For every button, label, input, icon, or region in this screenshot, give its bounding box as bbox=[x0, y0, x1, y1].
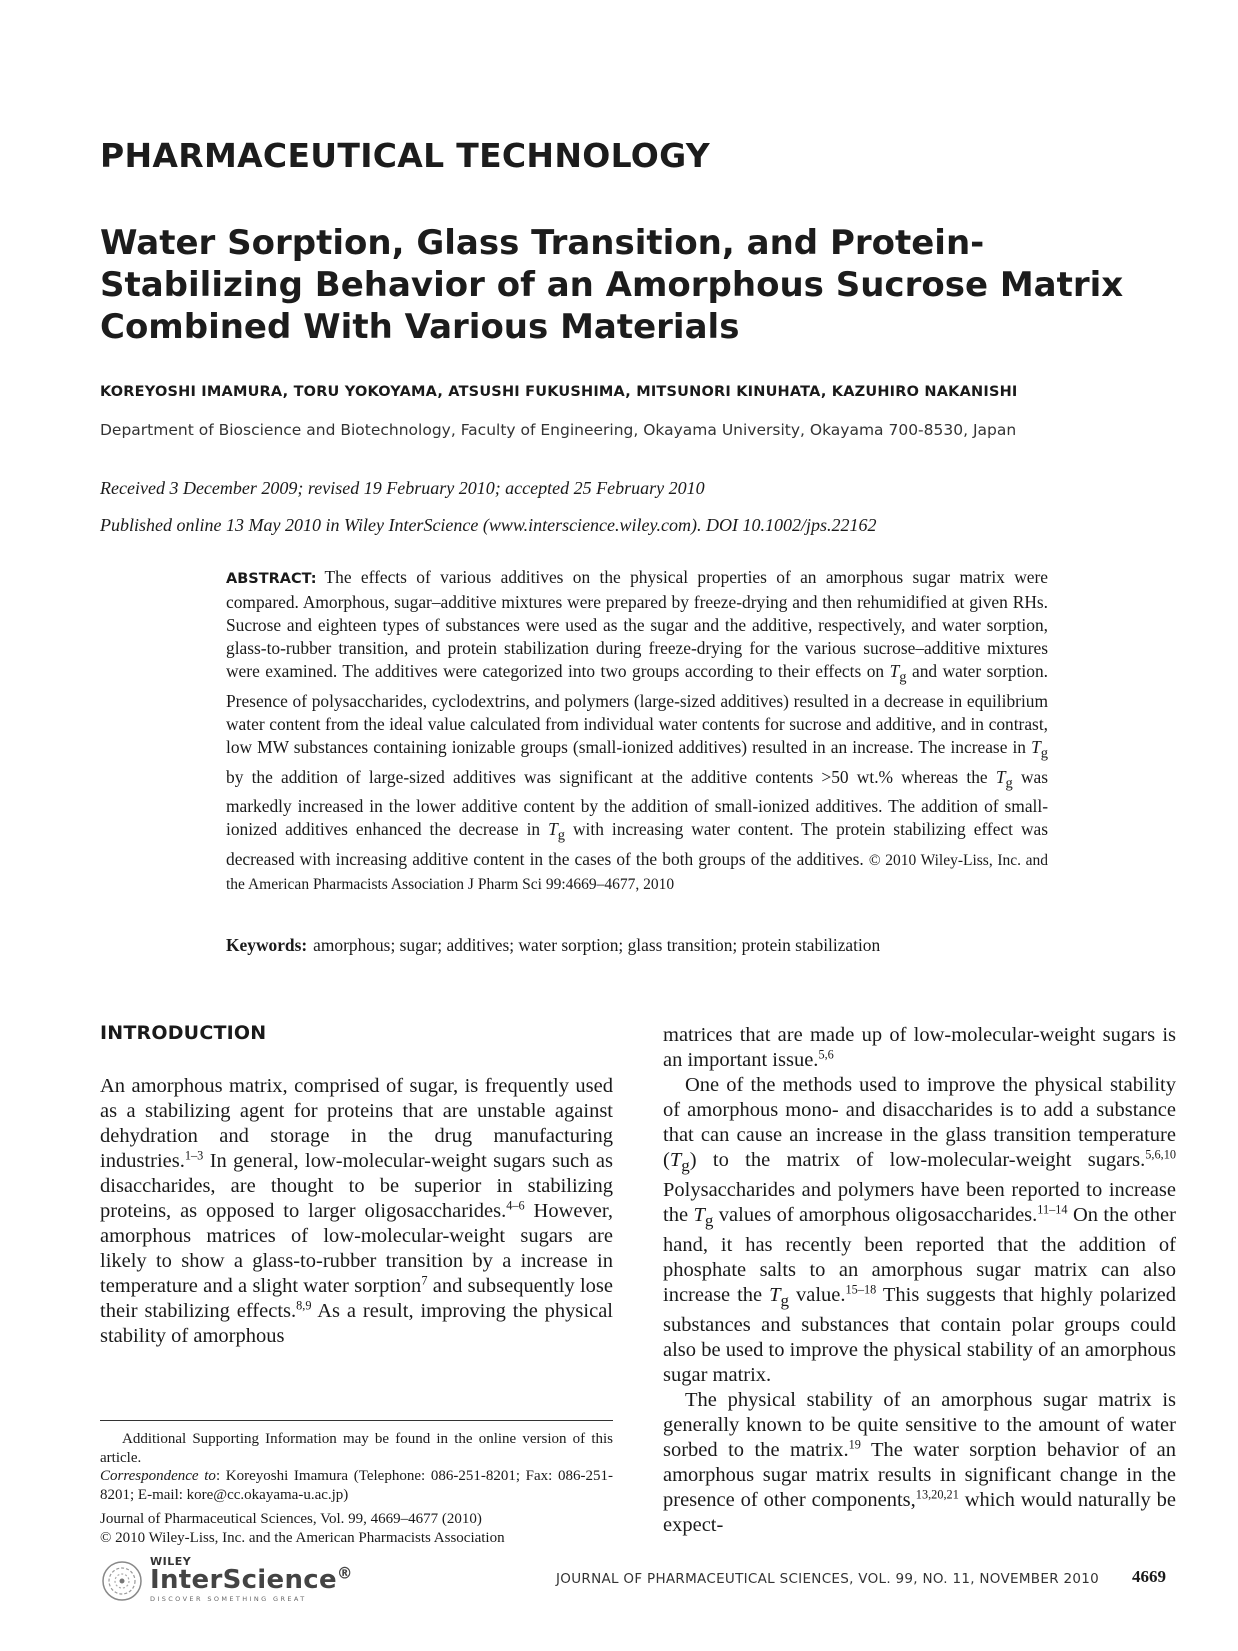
text-run: value. bbox=[789, 1284, 846, 1307]
interscience-wordmark bbox=[150, 1565, 353, 1595]
citation: 5,6,10 bbox=[1145, 1147, 1176, 1162]
tg-subscript: g bbox=[1005, 775, 1013, 792]
abstract-text-5: with increasing water content. The protein stabilizing effect was decreased with increasing additive content in the cases of the both groups of the additives. bbox=[226, 819, 1048, 869]
text-run: An amorphous matrix, comprised of sugar, is frequently used as a stabilizing agent for proteins that are unstable against dehydration and storage in the drug manufacturing industries. bbox=[100, 1075, 613, 1172]
registered-mark: ® bbox=[336, 1564, 353, 1583]
tg-symbol: T bbox=[1031, 737, 1041, 758]
text-run: The physical stability of an amorphous sugar matrix is generally known to be quite sensitive to the amount of water sorbed to the matrix. bbox=[663, 1389, 1176, 1462]
footnote-divider bbox=[100, 1420, 613, 1421]
text-run: On the other hand, it has recently been reported that the addition of phosphate salts to an amorphous sugar matrix can also increase the bbox=[663, 1204, 1176, 1307]
tg-subscript: g bbox=[780, 1291, 790, 1311]
publication-info: Published online 13 May 2010 in Wiley InterScience (www.interscience.wiley.com). DOI 10.1002/jps.22162 bbox=[100, 515, 877, 535]
tg-subscript: g bbox=[704, 1211, 714, 1231]
correspondence-text: : Koreyoshi Imamura (Telephone: 086-251-8201; Fax: 086-251-8201; E-mail: kore@cc.okayama-u.ac.jp) bbox=[100, 1468, 613, 1503]
tg-subscript: g bbox=[899, 669, 907, 686]
introduction-heading: INTRODUCTION bbox=[100, 1022, 267, 1044]
text-run: As a result, improving the physical stability of amorphous bbox=[100, 1300, 613, 1347]
tg-symbol: T bbox=[548, 819, 558, 840]
intro-paragraph-2 bbox=[663, 1073, 1176, 1388]
intro-paragraph-1-continued bbox=[663, 1023, 1176, 1073]
author-list: KOREYOSHI IMAMURA, TORU YOKOYAMA, ATSUSHI FUKUSHIMA, MITSUNORI KINUHATA, KAZUHIRO NAKANISHI bbox=[100, 384, 1018, 400]
text-run: However, amorphous matrices of low-molecular-weight sugars are likely to show a glass-to-rubber transition by a increase in temperature and a slight water sorption bbox=[100, 1200, 613, 1297]
citation: 19 bbox=[848, 1437, 861, 1452]
citation: 5,6 bbox=[818, 1047, 834, 1062]
tg-symbol: T bbox=[669, 1149, 682, 1171]
tg-symbol: T bbox=[769, 1284, 781, 1307]
correspondence-label: Correspondence to bbox=[100, 1468, 216, 1484]
keywords-text: amorphous; sugar; additives; water sorption; glass transition; protein stabilization bbox=[313, 935, 881, 955]
citation: 4–6 bbox=[506, 1198, 525, 1213]
abstract-label: ABSTRACT: bbox=[226, 571, 317, 587]
supporting-info-note: Additional Supporting Information may be found in the online version of this article. bbox=[100, 1431, 613, 1466]
text-run: One of the methods used to improve the physical stability of amorphous mono- and disaccharides is to add a substance that can cause an increase in the glass transition temperature ( bbox=[663, 1074, 1176, 1171]
wiley-interscience-logo bbox=[100, 1555, 353, 1605]
abstract-text-3: by the addition of large-sized additives was significant at the additive contents >50 wt.% whereas the bbox=[226, 766, 996, 787]
globe-icon bbox=[100, 1559, 144, 1603]
text-run: This suggests that highly polarized substances and substances that contain polar groups could also be used to improve the physical stability of an amorphous sugar matrix. bbox=[663, 1284, 1176, 1387]
wiley-wordmark: WILEY bbox=[150, 1555, 192, 1568]
tg-subscript: g bbox=[681, 1156, 690, 1176]
citation: 13,20,21 bbox=[915, 1487, 959, 1502]
text-run: In general, low-molecular-weight sugars such as disaccharides, are thought to be superior in stabilizing proteins, as opposed to larger oligosaccharides. bbox=[100, 1150, 613, 1222]
text-run: which would naturally be expect- bbox=[663, 1489, 1177, 1537]
article-title: Water Sorption, Glass Transition, and Protein-Stabilizing Behavior of an Amorphous Sucrose Matrix Combined With Various Materials bbox=[100, 223, 1124, 347]
received-dates: Received 3 December 2009; revised 19 February 2010; accepted 25 February 2010 bbox=[100, 478, 705, 498]
abstract-text-2: and water sorption. Presence of polysaccharides, cyclodextrins, and polymers (large-sized additives) resulted in a decrease in equilibrium water content from the ideal value calculated from individual water contents for sucrose and additive, and in contrast, low MW substances containing ionizable groups (small-ionized additives) resulted in an increase. The increase in bbox=[226, 661, 1049, 758]
logo-tagline: DISCOVER SOMETHING GREAT bbox=[150, 1595, 307, 1603]
text-run: and subsequently lose their stabilizing effects. bbox=[100, 1275, 613, 1322]
text-run: Polysaccharides and polymers have been reported to increase the bbox=[663, 1179, 1176, 1227]
text-run: values of amorphous oligosaccharides. bbox=[713, 1204, 1038, 1227]
tg-subscript: g bbox=[557, 827, 565, 844]
footnote-copyright: © 2010 Wiley-Liss, Inc. and the American Pharmacists Association bbox=[100, 1529, 505, 1546]
text-run: matrices that are made up of low-molecular-weight sugars is an important issue. bbox=[663, 1024, 1176, 1071]
citation: 1–3 bbox=[184, 1148, 204, 1163]
right-column bbox=[663, 1023, 1176, 1538]
abstract bbox=[226, 566, 1048, 896]
running-footer: JOURNAL OF PHARMACEUTICAL SCIENCES, VOL. 99, NO. 11, NOVEMBER 2010 bbox=[556, 1571, 1100, 1587]
keywords-label: Keywords: bbox=[226, 935, 308, 955]
section-label: PHARMACEUTICAL TECHNOLOGY bbox=[100, 136, 710, 175]
citation: 11–14 bbox=[1037, 1202, 1068, 1217]
tg-symbol: T bbox=[889, 661, 900, 682]
abstract-text-4: was markedly increased in the lower additive content by the addition of small-ionized additives. The addition of small-ionized additives enhanced the decrease in bbox=[226, 766, 1048, 840]
tg-symbol: T bbox=[995, 766, 1006, 787]
correspondence-note bbox=[100, 1467, 613, 1504]
citation: 7 bbox=[421, 1273, 428, 1288]
citation: 8,9 bbox=[296, 1298, 312, 1313]
left-column bbox=[100, 1074, 613, 1349]
intro-paragraph-3 bbox=[663, 1388, 1176, 1538]
text-run: ) to the matrix of low-molecular-weight sugars. bbox=[689, 1149, 1146, 1171]
abstract-copyright: © 2010 Wiley-Liss, Inc. and the American Pharmacists Association J Pharm Sci 99:4669–4677, 2010 bbox=[226, 851, 1048, 893]
journal-citation: Journal of Pharmaceutical Sciences, Vol. 99, 4669–4677 (2010) bbox=[100, 1511, 482, 1527]
tg-subscript: g bbox=[1040, 745, 1048, 762]
keywords bbox=[226, 934, 1048, 957]
tg-symbol: T bbox=[693, 1204, 705, 1227]
brand-name: InterScience bbox=[150, 1565, 337, 1595]
abstract-text-1: The effects of various additives on the physical properties of an amorphous sugar matrix were compared. Amorphous, sugar–additive mixtures were prepared by freeze-drying and then rehumidified at given RHs. Sucrose and eighteen types of substances were used as the sugar and the additive, respectively, and water sorption, glass-to-rubber transition, and protein stabilization during freeze-drying for the various sucrose–additive mixtures were examined. The additives were categorized into two groups according to their effects on bbox=[226, 567, 1048, 682]
footnotes bbox=[100, 1430, 613, 1547]
affiliation: Department of Bioscience and Biotechnology, Faculty of Engineering, Okayama University, Okayama 700-8530, Japan bbox=[100, 421, 1017, 439]
page-number: 4669 bbox=[1132, 1567, 1166, 1586]
text-run: The water sorption behavior of an amorphous sugar matrix results in significant change in the presence of other components, bbox=[663, 1439, 1177, 1512]
citation: 15–18 bbox=[845, 1282, 877, 1297]
intro-paragraph-1 bbox=[100, 1074, 613, 1349]
